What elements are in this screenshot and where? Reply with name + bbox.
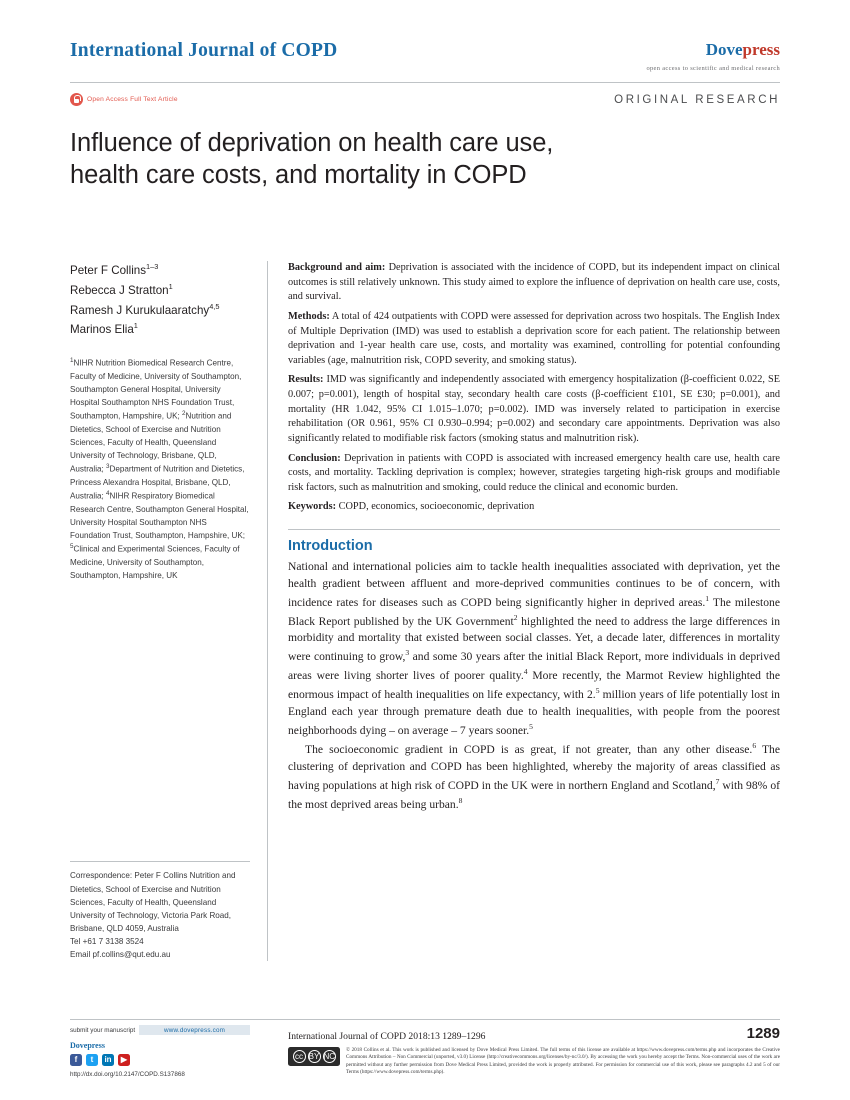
open-access-row bbox=[70, 93, 780, 106]
twitter-icon[interactable]: t bbox=[86, 1054, 98, 1066]
abstract-results-text: IMD was significantly and independently associated with emergency hospitalization (β-coefficient 0.022, SE 0.007; p=0.001), length of hospital stay, secondary health care costs (β-coefficient £101, SE £30; p=0.001), and mortality (HR 1.042, 95% CI 1.015–1.070; p=0.002). IMD was inversely related to participation in exercise rehabilitation (OR 0.961, 95% CI 0.930–0.994; p=0.002) and secondary care appointments. Deprivation was also significantly related to modifiable risk factors (smoking status and malnutrition risk). bbox=[288, 374, 780, 444]
author-name: Rebecca J Stratton bbox=[70, 283, 169, 297]
abstract-results-label: Results: bbox=[288, 374, 324, 386]
abstract-methods bbox=[288, 310, 780, 368]
doi-link[interactable]: http://dx.doi.org/10.2147/COPD.S137868 bbox=[70, 1071, 185, 1078]
correspondence-text: Correspondence: Peter F Collins Nutrition and Dietetics, School of Exercise and Nutrition Sciences, Faculty of Health, Queensland University of Technology, Victoria Park Road, Brisbane, QLD 4059, Australia bbox=[70, 871, 236, 933]
author-affil-marker: 1 bbox=[133, 321, 138, 331]
open-access-link[interactable] bbox=[70, 93, 178, 106]
footer-dovepress-logo: Dovepress bbox=[70, 1041, 105, 1050]
section-label: ORIGINAL RESEARCH bbox=[614, 93, 780, 106]
abstract-conclusion-label: Conclusion: bbox=[288, 452, 341, 464]
author-entry bbox=[70, 261, 249, 281]
cc-nc-icon: NC bbox=[323, 1052, 336, 1061]
open-lock-icon bbox=[70, 93, 83, 106]
linkedin-icon[interactable]: in bbox=[102, 1054, 114, 1066]
dovepress-logo bbox=[646, 40, 780, 60]
youtube-icon[interactable]: ▶ bbox=[118, 1054, 130, 1066]
submit-label: submit your manuscript bbox=[70, 1026, 136, 1034]
author-list bbox=[70, 261, 249, 340]
cc-by-icon: BY bbox=[308, 1052, 320, 1061]
abstract-background-text: Deprivation is associated with the incidence of COPD, but its independent impact on clinical outcomes is still relatively unknown. This study aimed to explore the influence of deprivation on health care use, costs, and survival. bbox=[288, 262, 780, 303]
article-title-line-2: health care costs, and mortality in COPD bbox=[70, 160, 527, 189]
citation-text: International Journal of COPD 2018:13 1289–1296 bbox=[288, 1031, 486, 1042]
affiliations: $^1$NIHR Nutrition Biomedical Research Centre, Faculty of Medicine, University of Southampton, Southampton General Hospital, University Hospital Southampton NHS Foundation Trust, Southampton, Hampshire, UK; $^2$Nutrition and Dietetics, School of Exercise and Nutrition Sciences, Faculty of Health, Queensland University of Technology, Brisbane, QLD, Australia; $^3$Department of Nutrition and Dietetics, Princess Alexandra Hospital, Brisbane, QLD, Australia; $^4$NIHR Respiratory Biomedical Research Centre, Southampton General Hospital, University Hospital Southampton NHS Foundation Trust, Southampton, Hampshire, UK; $^5$Clinical and Experimental Sciences, Faculty of Medicine, University of Southampton, Southampton, Hampshire, UK bbox=[70, 356, 249, 580]
abstract-keywords bbox=[288, 500, 780, 515]
footer-left bbox=[70, 1025, 268, 1078]
introduction-body bbox=[288, 559, 780, 814]
publisher-tagline: open access to scientific and medical research bbox=[646, 65, 780, 72]
abstract-conclusion bbox=[288, 452, 780, 496]
submit-url[interactable]: www.dovepress.com bbox=[139, 1025, 250, 1035]
abstract-results bbox=[288, 373, 780, 446]
author-entry bbox=[70, 301, 249, 321]
dovepress-logo-dove: Dove bbox=[705, 40, 743, 59]
abstract-background bbox=[288, 261, 780, 305]
article-title-line-1: Influence of deprivation on health care use, bbox=[70, 129, 554, 157]
masthead-divider bbox=[70, 82, 780, 83]
publisher-block bbox=[646, 40, 780, 72]
footer-divider bbox=[70, 1019, 780, 1020]
abstract-methods-label: Methods: bbox=[288, 311, 330, 323]
creative-commons-icon[interactable] bbox=[288, 1047, 340, 1066]
right-column bbox=[268, 261, 780, 961]
submit-manuscript-bar[interactable] bbox=[70, 1025, 250, 1035]
page-footer bbox=[70, 1019, 780, 1078]
author-name: Peter F Collins bbox=[70, 264, 147, 278]
author-affil-marker: 1 bbox=[168, 281, 173, 291]
correspondence-tel: Tel +61 7 3138 3524 bbox=[70, 937, 144, 946]
citation-row bbox=[288, 1025, 780, 1042]
author-affil-marker: 4,5 bbox=[209, 301, 220, 311]
abstract-conclusion-text: Deprivation in patients with COPD is associated with increased emergency health care use, health care costs, and mortality. Tackling deprivation is complex; however, strategies targeting high-risk groups and modifiable risk factors, such as malnutrition and smoking, could reduce the clinical and economic burden. bbox=[288, 452, 780, 493]
license-text: © 2018 Collins et al. This work is published and licensed by Dove Medical Press Limited. The full terms of this license are available at https://www.dovepress.com/terms.php and incorporates the Creative Commons Attribution – Non Commercial (unported, v3.0) License (http://creativecommons.org/licenses/by-nc/3.0/). By accessing the work you hereby accept the Terms. Non-commercial uses of the work are permitted without any further permission from Dove Medical Press Limited, provided the work is properly attributed. For permission for commercial use of this work, please see paragraphs 4.2 and 5 of our Terms (https://www.dovepress.com/terms.php). bbox=[346, 1047, 780, 1076]
left-column bbox=[70, 261, 268, 961]
introduction-heading: Introduction bbox=[288, 529, 780, 554]
footer-right bbox=[268, 1025, 780, 1078]
keywords-text: COPD, economics, socioeconomic, deprivation bbox=[336, 501, 535, 513]
facebook-icon[interactable]: f bbox=[70, 1054, 82, 1066]
abstract bbox=[288, 261, 780, 515]
license-row bbox=[288, 1047, 780, 1077]
author-entry bbox=[70, 281, 249, 301]
masthead bbox=[70, 40, 780, 78]
correspondence-block bbox=[70, 861, 250, 961]
page-number: 1289 bbox=[746, 1025, 780, 1042]
author-entry bbox=[70, 320, 249, 340]
social-links bbox=[70, 1054, 250, 1066]
abstract-background-label: Background and aim: bbox=[288, 262, 386, 274]
author-name: Marinos Elia bbox=[70, 323, 134, 336]
journal-title: International Journal of COPD bbox=[70, 40, 338, 61]
article-body bbox=[70, 261, 780, 961]
keywords-label: Keywords: bbox=[288, 501, 337, 513]
abstract-methods-text: A total of 424 outpatients with COPD were assessed for deprivation across two hospitals. The English Index of Multiple Deprivation (IMD) was used to establish a deprivation score for each patient. The relationship between deprivation and 1-year health care use, costs, and mortality was examined, controlling for potential confounding variables (age, malnutrition risk, COPD severity, and smoking status). bbox=[288, 311, 780, 366]
cc-circle-icon: cc bbox=[293, 1050, 306, 1063]
page-title bbox=[70, 128, 780, 191]
open-access-label: Open Access Full Text Article bbox=[87, 96, 178, 103]
footer-columns bbox=[70, 1025, 780, 1078]
introduction-paragraph-2: The socioeconomic gradient in COPD is as great, if not greater, than any other disease.$^6$ The clustering of deprivation and COPD has been highlighted, whereby the majority of areas classified as having populations at high risk of COPD in the UK were in northern England and Scotland,$^7$ with 98% of the most deprived areas being urban.$^8$ bbox=[288, 741, 780, 811]
correspondence-email[interactable]: Email pf.collins@qut.edu.au bbox=[70, 950, 171, 960]
author-name: Ramesh J Kurukulaaratchy bbox=[70, 303, 210, 317]
author-affil-marker: 1–3 bbox=[146, 262, 159, 272]
introduction-paragraph-1: National and international policies aim to tackle health inequalities associated with deprivation, yet the health gradient between affluent and more-deprived communities continues to be of concern, with incidence rates for diseases such as COPD being significantly higher in deprived areas.$^1$ The milestone Black Report published by the UK Government$^2$ highlighted the need to address the large differences in morbidity and mortality that existed between social classes. Yet, a decade later, differences in mortality were continuing to grow,$^3$ and some 30 years after the initial Black Report, more individuals in deprived areas were living shorter lives of poorer quality.$^4$ More recently, the Marmot Review highlighted the enormous impact of health inequalities on life expectancy, with 2.$^5$ million years of life potentially lost in England each year through premature death due to health inequalities, with people from the poorest neighborhoods dying – on average – 7 years sooner.$^5$ bbox=[288, 559, 780, 737]
dovepress-logo-press: press bbox=[742, 40, 780, 59]
